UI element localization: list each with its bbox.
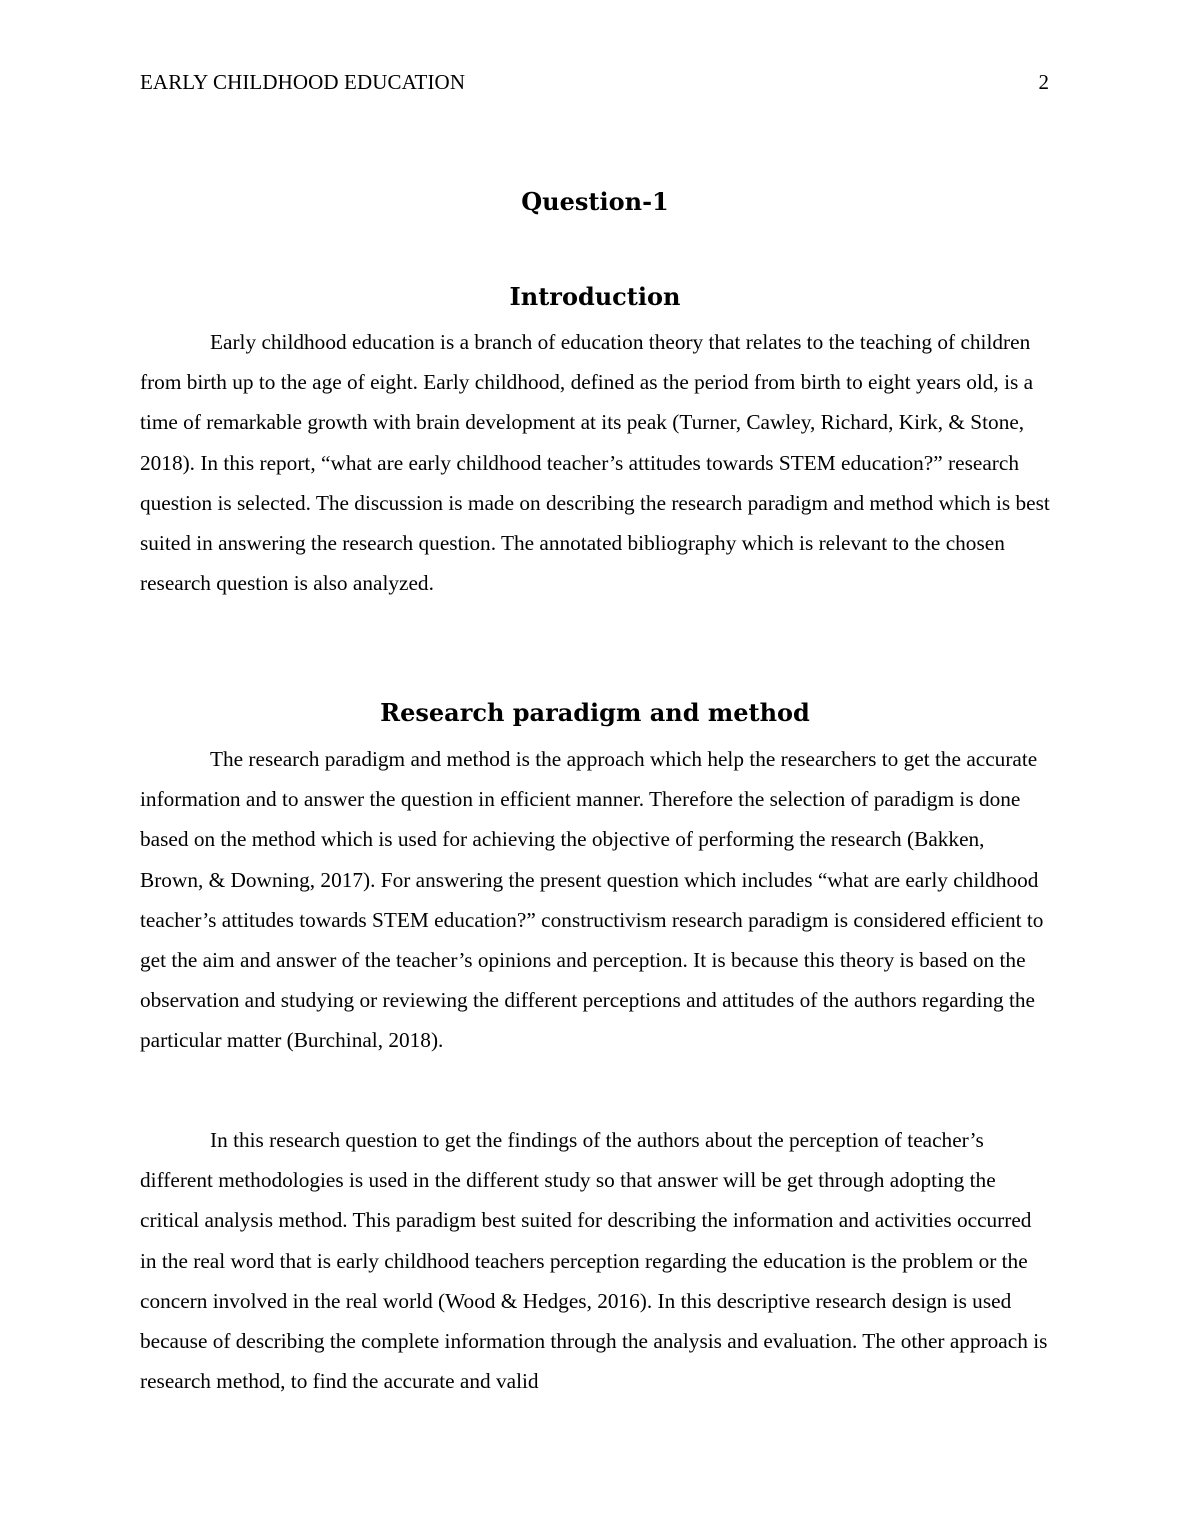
page-number: 2 <box>1038 70 1049 94</box>
introduction-heading: Introduction <box>509 282 681 311</box>
research-paragraph-2: In this research question to get the findings of the authors about the perception of teacher’s different methodologies is used in the different study so that answer will be get through adopting the critical analysis method. This paradigm best suited for describing the information and activities occurred in the real word that is early childhood teachers perception regarding the education is the problem or the concern involved in the real world (Wood & Hedges, 2016). In this descriptive research design is used because of describing the complete information through the analysis and evaluation. The other approach is research method, to find the accurate and valid <box>140 1128 1048 1394</box>
introduction-paragraph: Early childhood education is a branch of education theory that relates to the teaching of children from birth up to the age of eight. Early childhood, defined as the period from birth to eight years old, is a time of remarkable growth with brain development at its peak (Turner, Cawley, Richard, Kirk, & Stone, 2018). In this report, “what are early childhood teacher’s attitudes towards STEM education?” research question is selected. The discussion is made on describing the research paradigm and method which is best suited in answering the research question. The annotated bibliography which is relevant to the chosen research question is also analyzed. <box>140 330 1050 596</box>
running-head: EARLY CHILDHOOD EDUCATION <box>140 70 466 94</box>
research-heading: Research paradigm and method <box>380 698 810 727</box>
question-title: Question-1 <box>521 187 669 216</box>
research-paragraph-1: The research paradigm and method is the approach which help the researchers to get the accurate information and to answer the question in efficient manner. Therefore the selection of paradigm is done based on the method which is used for achieving the objective of performing the research (Bakken, Brown, & Downing, 2017). For answering the present question which includes “what are early childhood teacher’s attitudes towards STEM education?” constructivism research paradigm is considered efficient to get the aim and answer of the teacher’s opinions and perception. It is because this theory is based on the observation and studying or reviewing the different perceptions and attitudes of the authors regarding the particular matter (Burchinal, 2018). <box>140 747 1044 1053</box>
